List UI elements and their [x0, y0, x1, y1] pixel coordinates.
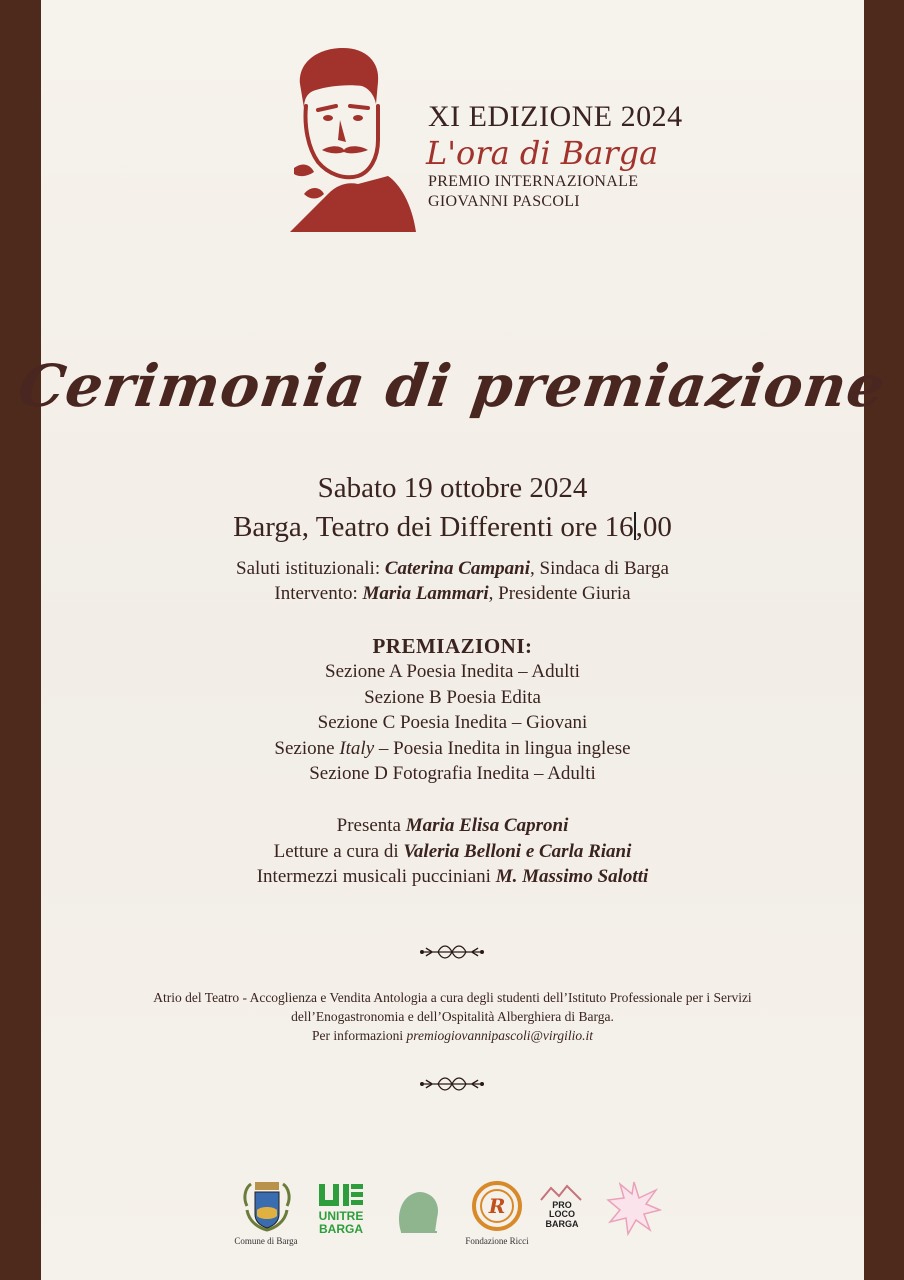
pro-loco-barga-logo	[537, 1182, 587, 1230]
intermezzi-prefix: Intermezzi musicali pucciniani	[256, 866, 496, 887]
contact-email[interactable]: premiogiovannipascoli@virgilio.it	[406, 1028, 593, 1043]
italy-prefix: Sezione	[274, 737, 340, 759]
italy-suffix: – Poesia Inedita in lingua inglese	[374, 737, 631, 759]
brand-title: L'ora di Barga	[426, 134, 659, 172]
venue-text: Barga, Teatro dei Differenti ore 16	[233, 511, 634, 543]
header-text	[428, 100, 728, 212]
list-item: Sezione A Poesia Inedita – Adulti	[325, 661, 580, 682]
footer-line-2: dell’Enogastronomia e dell’Ospitalità Alberghiera di Barga.	[291, 1009, 614, 1024]
comune-barga-crest-icon	[239, 1180, 295, 1232]
footer-info	[41, 988, 864, 1045]
proloco-line-2: LOCO	[549, 1209, 575, 1219]
greeting-1-suffix: , Sindaca di Barga	[530, 558, 669, 579]
contact-prefix: Per informazioni	[311, 1028, 407, 1043]
letture-prefix: Letture a cura di	[273, 840, 404, 862]
unitre-top-label: UNITRE	[318, 1209, 364, 1223]
credit-letture	[41, 839, 864, 865]
unitre-bottom-label: BARGA	[319, 1222, 363, 1236]
commissione-pari-opportunita-star-icon	[606, 1180, 662, 1236]
list-item: Sezione B Poesia Edita	[364, 686, 541, 708]
presenta-prefix: Presenta	[336, 815, 406, 836]
right-border	[864, 0, 904, 1280]
list-item-italy	[41, 736, 864, 762]
main-title: Cerimonia di premiazione	[14, 352, 890, 420]
list-item: Sezione C Poesia Inedita – Giovani	[317, 712, 588, 733]
credit-intermezzi	[41, 864, 864, 890]
event-venue	[41, 509, 864, 545]
greeting-2-prefix: Intervento:	[274, 583, 363, 604]
intermezzi-name: M. Massimo Salotti	[495, 866, 649, 887]
greeting-line-1	[41, 556, 864, 581]
event-date: Sabato 19 ottobre 2024	[317, 472, 588, 504]
italy-word: Italy	[339, 737, 375, 759]
left-border	[0, 0, 41, 1280]
footer-line-1: Atrio del Teatro - Accoglienza e Vendita Antologia a cura degli studenti dell’Istituto Professionale per i Servizi	[153, 990, 752, 1005]
unitre-barga-logo	[317, 1184, 365, 1236]
premio-line-2: GIOVANNI PASCOLI	[428, 193, 580, 210]
venue-time-suffix: ,00	[635, 511, 672, 543]
premiazioni-heading: PREMIAZIONI:	[372, 634, 533, 658]
greeting-2-suffix: , Presidente Giuria	[488, 583, 631, 604]
premiazioni-list	[41, 659, 864, 787]
presenta-name: Maria Elisa Caproni	[405, 815, 569, 836]
fondazione-ricci-logo	[471, 1180, 523, 1232]
edition-label: XI EDIZIONE 2024	[428, 100, 683, 133]
credits	[41, 813, 864, 890]
greetings	[41, 556, 864, 606]
logo-caption-ricci: Fondazione Ricci	[465, 1236, 529, 1246]
ornament-divider-icon	[418, 941, 486, 963]
greeting-line-2	[41, 581, 864, 606]
sponsor-logos	[41, 1178, 864, 1268]
list-item: Sezione D Fotografia Inedita – Adulti	[309, 763, 596, 784]
footer-contact	[41, 1026, 864, 1045]
credit-presenta	[41, 813, 864, 839]
proloco-line-3: BARGA	[545, 1219, 579, 1229]
proloco-line-1: PRO	[552, 1200, 572, 1210]
premio-line-1: PREMIO INTERNAZIONALE	[428, 173, 639, 190]
greeting-1-name: Caterina Campani	[384, 558, 531, 579]
pascoli-portrait-logo	[288, 44, 418, 234]
fondazione-pascoli-logo	[381, 1172, 457, 1236]
ornament-divider-icon	[418, 1073, 486, 1095]
logo-caption-comune: Comune di Barga	[234, 1236, 298, 1246]
letture-name: Valeria Belloni e Carla Riani	[403, 840, 632, 862]
greeting-1-prefix: Saluti istituzionali:	[236, 558, 385, 579]
greeting-2-name: Maria Lammari	[362, 583, 489, 604]
svg-text:R: R	[488, 1194, 506, 1218]
